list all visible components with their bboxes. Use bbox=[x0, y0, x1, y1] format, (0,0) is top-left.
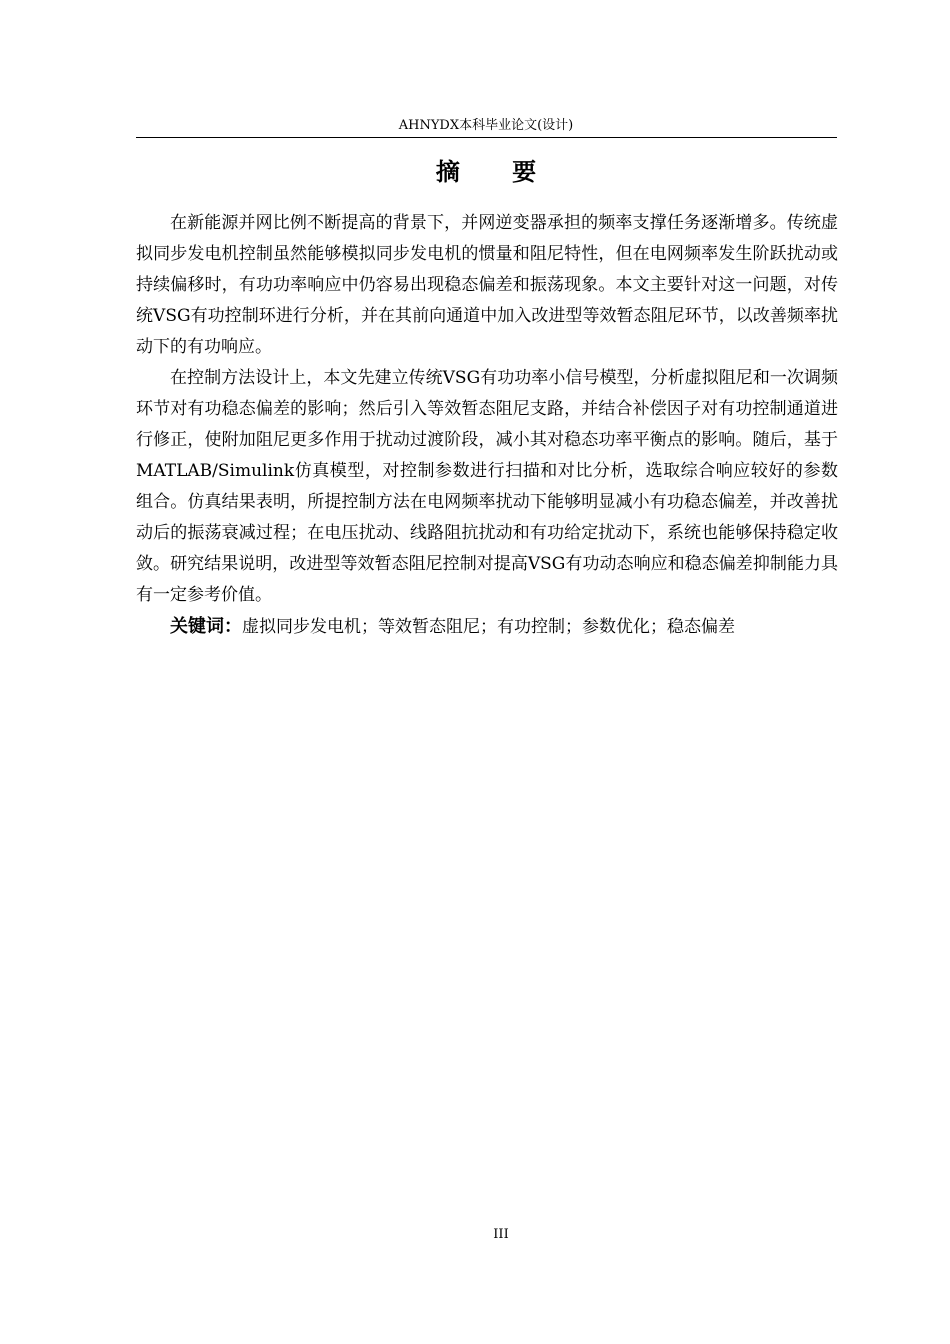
abstract-body bbox=[136, 208, 838, 643]
keywords-line bbox=[136, 611, 838, 643]
keywords-label: 关键词： bbox=[170, 616, 242, 637]
keywords-text: 虚拟同步发电机；等效暂态阻尼；有功控制；参数优化；稳态偏差 bbox=[242, 617, 735, 637]
abstract-paragraph-2: 在控制方法设计上，本文先建立传统VSG有功功率小信号模型，分析虚拟阻尼和一次调频环节对有功稳态偏差的影响；然后引入等效暂态阻尼支路，并结合补偿因子对有功控制通道进行修正，使附加阻尼更多作用于扰动过渡阶段，减小其对稳态功率平衡点的影响。随后，基于MATLAB/Simulink仿真模型，对控制参数进行扫描和对比分析，选取综合响应较好的参数组合。仿真结果表明，所提控制方法在电网频率扰动下能够明显减小有功稳态偏差，并改善扰动后的振荡衰减过程；在电压扰动、线路阻抗扰动和有功给定扰动下，系统也能够保持稳定收敛。研究结果说明，改进型等效暂态阻尼控制对提高VSG有功动态响应和稳态偏差抑制能力具有一定参考价值。 bbox=[136, 368, 838, 605]
abstract-title: 摘 要 bbox=[435, 158, 559, 186]
header-rule bbox=[136, 137, 837, 138]
running-header: AHNYDX本科毕业论文(设计) bbox=[398, 118, 574, 133]
page-number: III bbox=[493, 1227, 509, 1242]
abstract-paragraph-1: 在新能源并网比例不断提高的背景下，并网逆变器承担的频率支撑任务逐渐增多。传统虚拟同步发电机控制虽然能够模拟同步发电机的惯量和阻尼特性，但在电网频率发生阶跃扰动或持续偏移时，有功功率响应中仍容易出现稳态偏差和振荡现象。本文主要针对这一问题，对传统VSG有功控制环进行分析，并在其前向通道中加入改进型等效暂态阻尼环节，以改善频率扰动下的有功响应。 bbox=[136, 213, 838, 357]
